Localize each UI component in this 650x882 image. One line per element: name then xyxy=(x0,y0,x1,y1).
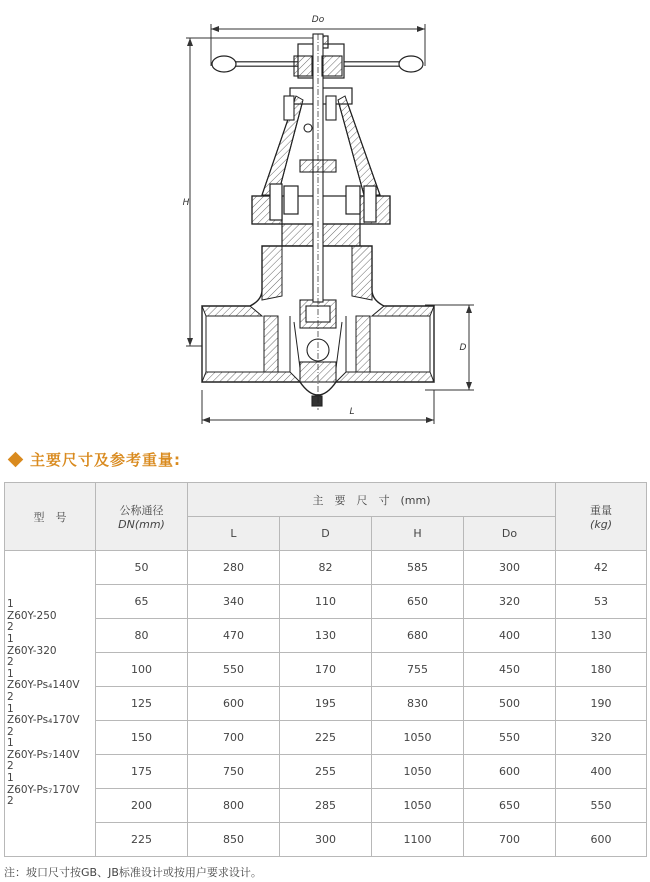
cell-kg: 190 xyxy=(556,687,647,721)
cell-h: 1050 xyxy=(372,721,464,755)
cell-dn: 175 xyxy=(96,755,188,789)
cell-do: 600 xyxy=(464,755,556,789)
header-do: Do xyxy=(464,517,556,551)
header-weight-line2: (kg) xyxy=(590,518,612,531)
cell-dn: 125 xyxy=(96,687,188,721)
table-row xyxy=(5,789,647,823)
table-row xyxy=(5,619,647,653)
table-row xyxy=(5,755,647,789)
cell-h: 585 xyxy=(372,551,464,585)
cell-d: 300 xyxy=(280,823,372,857)
cell-do: 320 xyxy=(464,585,556,619)
table-row xyxy=(5,721,647,755)
table-row xyxy=(5,823,647,857)
cell-kg: 130 xyxy=(556,619,647,653)
cell-d: 130 xyxy=(280,619,372,653)
cell-h: 1050 xyxy=(372,755,464,789)
cell-l: 340 xyxy=(188,585,280,619)
cell-d: 110 xyxy=(280,585,372,619)
cell-dn: 225 xyxy=(96,823,188,857)
header-dn-line2: DN(mm) xyxy=(118,518,165,531)
cell-l: 280 xyxy=(188,551,280,585)
dim-label-d: D xyxy=(459,343,467,353)
dim-label-l: L xyxy=(349,407,355,417)
header-weight xyxy=(556,483,647,551)
header-dn xyxy=(96,483,188,551)
cell-kg: 550 xyxy=(556,789,647,823)
cell-l: 850 xyxy=(188,823,280,857)
diamond-bullet-icon xyxy=(8,451,24,467)
table-row xyxy=(5,585,647,619)
cell-h: 755 xyxy=(372,653,464,687)
cell-dn: 80 xyxy=(96,619,188,653)
cell-h: 830 xyxy=(372,687,464,721)
footnote: 注：坡口尺寸按GB、JB标准设计或按用户要求设计。 xyxy=(4,866,262,879)
cell-do: 550 xyxy=(464,721,556,755)
cell-h: 1050 xyxy=(372,789,464,823)
header-weight-line1: 重量 xyxy=(590,504,613,517)
cell-l: 700 xyxy=(188,721,280,755)
cell-l: 600 xyxy=(188,687,280,721)
table-row xyxy=(5,551,647,585)
cell-d: 285 xyxy=(280,789,372,823)
cell-d: 195 xyxy=(280,687,372,721)
cell-d: 255 xyxy=(280,755,372,789)
cell-kg: 42 xyxy=(556,551,647,585)
cell-kg: 400 xyxy=(556,755,647,789)
cell-l: 750 xyxy=(188,755,280,789)
table-row xyxy=(5,653,647,687)
cell-l: 470 xyxy=(188,619,280,653)
cell-h: 650 xyxy=(372,585,464,619)
cell-dn: 50 xyxy=(96,551,188,585)
dimensions-table xyxy=(4,482,647,857)
cell-dn: 150 xyxy=(96,721,188,755)
cell-dn: 200 xyxy=(96,789,188,823)
dim-label-do: Do xyxy=(311,15,325,25)
section-heading xyxy=(6,448,181,470)
cell-do: 500 xyxy=(464,687,556,721)
header-h: H xyxy=(372,517,464,551)
header-main-dims: 主 要 尺 寸 (mm) xyxy=(188,483,556,517)
cell-d: 170 xyxy=(280,653,372,687)
cell-dn: 65 xyxy=(96,585,188,619)
table-row xyxy=(5,687,647,721)
header-dn-line1: 公称通径 xyxy=(119,504,164,517)
valve-section-drawing xyxy=(0,0,650,440)
cell-h: 680 xyxy=(372,619,464,653)
cell-do: 450 xyxy=(464,653,556,687)
cell-l: 550 xyxy=(188,653,280,687)
cell-kg: 600 xyxy=(556,823,647,857)
cell-dn: 100 xyxy=(96,653,188,687)
header-l: L xyxy=(188,517,280,551)
section-title: 主要尺寸及参考重量: xyxy=(30,450,181,469)
cell-kg: 180 xyxy=(556,653,647,687)
cell-h: 1100 xyxy=(372,823,464,857)
cell-do: 650 xyxy=(464,789,556,823)
cell-kg: 320 xyxy=(556,721,647,755)
header-model: 型 号 xyxy=(5,483,96,551)
cell-do: 400 xyxy=(464,619,556,653)
cell-l: 800 xyxy=(188,789,280,823)
header-d: D xyxy=(280,517,372,551)
dim-label-h: H xyxy=(182,198,190,208)
cell-d: 225 xyxy=(280,721,372,755)
cell-d: 82 xyxy=(280,551,372,585)
cell-kg: 53 xyxy=(556,585,647,619)
cell-do: 700 xyxy=(464,823,556,857)
model-list: 1 Z60Y-250 2 1 Z60Y-320 2 1 Z60Y-Ps₄140V 2 1 Z60Y-Ps₄170V 2 1 Z60Y-Ps₇140V 2 1 Z60Y-Ps₇170V 2 xyxy=(5,551,96,857)
cell-do: 300 xyxy=(464,551,556,585)
